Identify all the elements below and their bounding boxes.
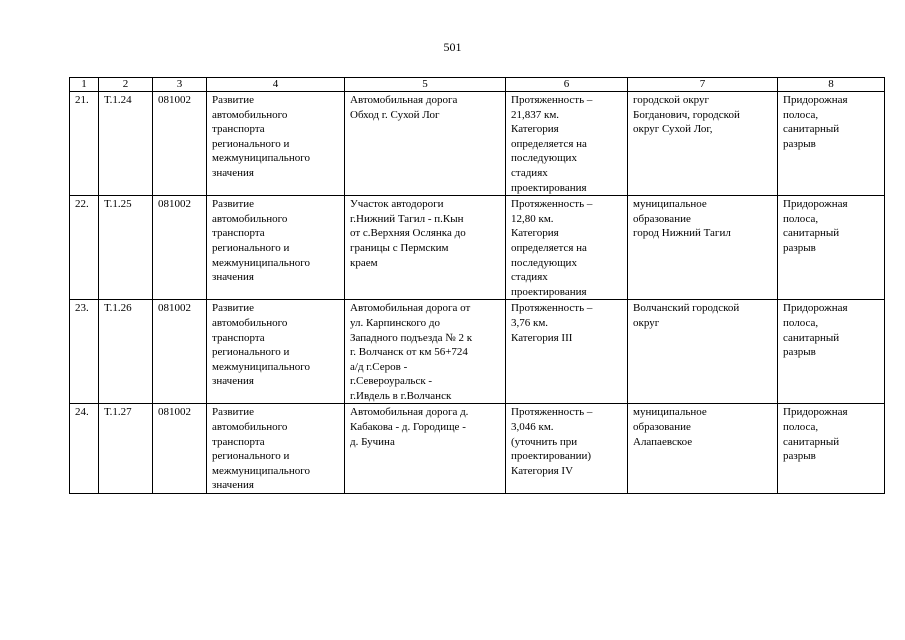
object-name: Автомобильная дорога Обход г. Сухой Лог <box>345 92 506 196</box>
objects-table <box>69 77 885 494</box>
column-header: 7 <box>628 78 778 92</box>
column-header: 5 <box>345 78 506 92</box>
column-header: 2 <box>99 78 153 92</box>
object-purpose: Развитие автомобильного транспорта регионального и межмуниципального значения <box>207 404 345 494</box>
object-purpose: Развитие автомобильного транспорта регионального и межмуниципального значения <box>207 92 345 196</box>
column-header: 3 <box>153 78 207 92</box>
column-header: 8 <box>778 78 885 92</box>
column-header: 1 <box>70 78 99 92</box>
row-number: 22. <box>70 196 99 300</box>
object-kind-code: 081002 <box>153 404 207 494</box>
object-kind-code: 081002 <box>153 196 207 300</box>
object-location: муниципальное образование город Нижний Тагил <box>628 196 778 300</box>
row-number: 23. <box>70 300 99 404</box>
row-number: 21. <box>70 92 99 196</box>
object-code: Т.1.25 <box>99 196 153 300</box>
object-purpose: Развитие автомобильного транспорта регионального и межмуниципального значения <box>207 300 345 404</box>
object-name: Автомобильная дорога д. Кабакова - д. Городище - д. Бучина <box>345 404 506 494</box>
column-header: 4 <box>207 78 345 92</box>
object-characteristics: Протяженность – 21,837 км. Категория определяется на последующих стадиях проектирования <box>506 92 628 196</box>
table-row <box>70 92 885 196</box>
object-name: Участок автодороги г.Нижний Тагил - п.Кын от с.Верхняя Ослянка до границы с Пермским краем <box>345 196 506 300</box>
object-location: городской округ Богданович, городской округ Сухой Лог, <box>628 92 778 196</box>
object-kind-code: 081002 <box>153 300 207 404</box>
table-row <box>70 404 885 494</box>
object-zone: Придорожная полоса, санитарный разрыв <box>778 196 885 300</box>
object-name: Автомобильная дорога от ул. Карпинского до Западного подъезда № 2 к г. Волчанск от км 56+724 а/д г.Серов - г.Североуральск - г.Ивдель в г.Волчанск <box>345 300 506 404</box>
page-number: 501 <box>443 40 462 54</box>
object-characteristics: Протяженность – 3,76 км. Категория III <box>506 300 628 404</box>
object-characteristics: Протяженность – 3,046 км. (уточнить при проектировании) Категория IV <box>506 404 628 494</box>
table-row <box>70 196 885 300</box>
table-header-row <box>70 78 885 92</box>
object-zone: Придорожная полоса, санитарный разрыв <box>778 92 885 196</box>
column-header: 6 <box>506 78 628 92</box>
object-code: Т.1.26 <box>99 300 153 404</box>
row-number: 24. <box>70 404 99 494</box>
object-location: Волчанский городской округ <box>628 300 778 404</box>
object-location: муниципальное образование Алапаевское <box>628 404 778 494</box>
object-purpose: Развитие автомобильного транспорта регионального и межмуниципального значения <box>207 196 345 300</box>
object-kind-code: 081002 <box>153 92 207 196</box>
object-characteristics: Протяженность – 12,80 км. Категория определяется на последующих стадиях проектирования <box>506 196 628 300</box>
object-code: Т.1.24 <box>99 92 153 196</box>
object-zone: Придорожная полоса, санитарный разрыв <box>778 300 885 404</box>
table-row <box>70 300 885 404</box>
object-zone: Придорожная полоса, санитарный разрыв <box>778 404 885 494</box>
object-code: Т.1.27 <box>99 404 153 494</box>
